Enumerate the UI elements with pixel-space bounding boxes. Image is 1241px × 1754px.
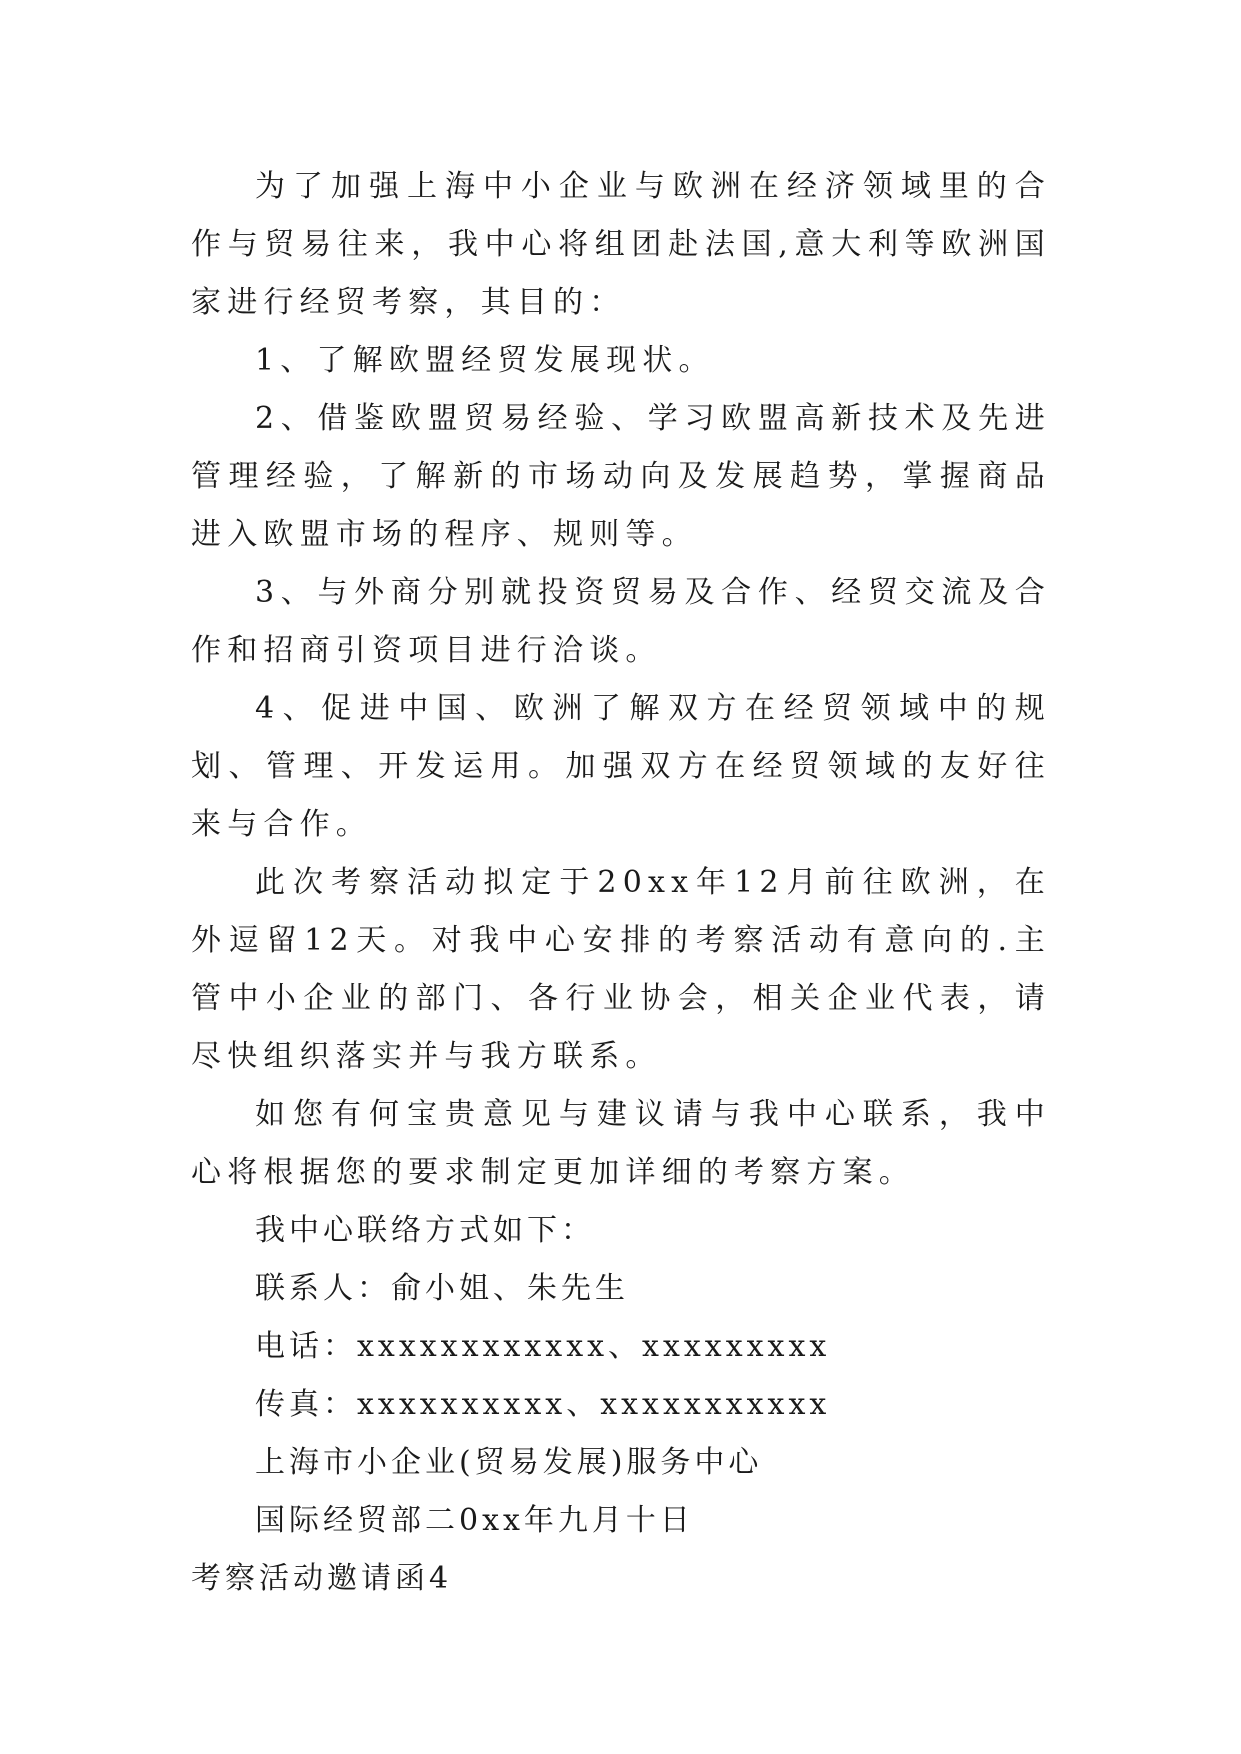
document-page (191, 158, 1051, 1608)
intro-paragraph: 为了加强上海中小企业与欧洲在经济领域里的合作与贸易往来，我中心将组团赴法国,意大利等欧洲国家进行经贸考察，其目的： (191, 169, 1051, 320)
purpose-item-2: 2、借鉴欧盟贸易经验、学习欧盟高新技术及先进管理经验，了解新的市场动向及发展趋势，掌握商品进入欧盟市场的程序、规则等。 (191, 401, 1051, 552)
purpose-item-4: 4、促进中国、欧洲了解双方在经贸领域中的规划、管理、开发运用。加强双方在经贸领域的友好往来与合作。 (191, 691, 1051, 842)
contact-phone: 电话：xxxxxxxxxxxx、xxxxxxxxx (255, 1329, 831, 1364)
organization-name: 上海市小企业(贸易发展)服务中心 (255, 1445, 763, 1480)
department-date: 国际经贸部二0xx年九月十日 (255, 1503, 694, 1538)
contact-person: 联系人：俞小姐、朱先生 (255, 1271, 629, 1306)
purpose-item-3: 3、与外商分别就投资贸易及合作、经贸交流及合作和招商引资项目进行洽谈。 (191, 575, 1051, 668)
contact-heading: 我中心联络方式如下： (255, 1213, 595, 1248)
purpose-item-1: 1、了解欧盟经贸发展现状。 (255, 343, 715, 378)
contact-fax: 传真：xxxxxxxxxx、xxxxxxxxxxx (255, 1387, 831, 1422)
next-section-title: 考察活动邀请函4 (191, 1561, 453, 1596)
feedback-paragraph: 如您有何宝贵意见与建议请与我中心联系，我中心将根据您的要求制定更加详细的考察方案。 (191, 1097, 1051, 1190)
schedule-paragraph: 此次考察活动拟定于20xx年12月前往欧洲，在外逗留12天。对我中心安排的考察活动有意向的.主管中小企业的部门、各行业协会，相关企业代表，请尽快组织落实并与我方联系。 (191, 865, 1051, 1074)
